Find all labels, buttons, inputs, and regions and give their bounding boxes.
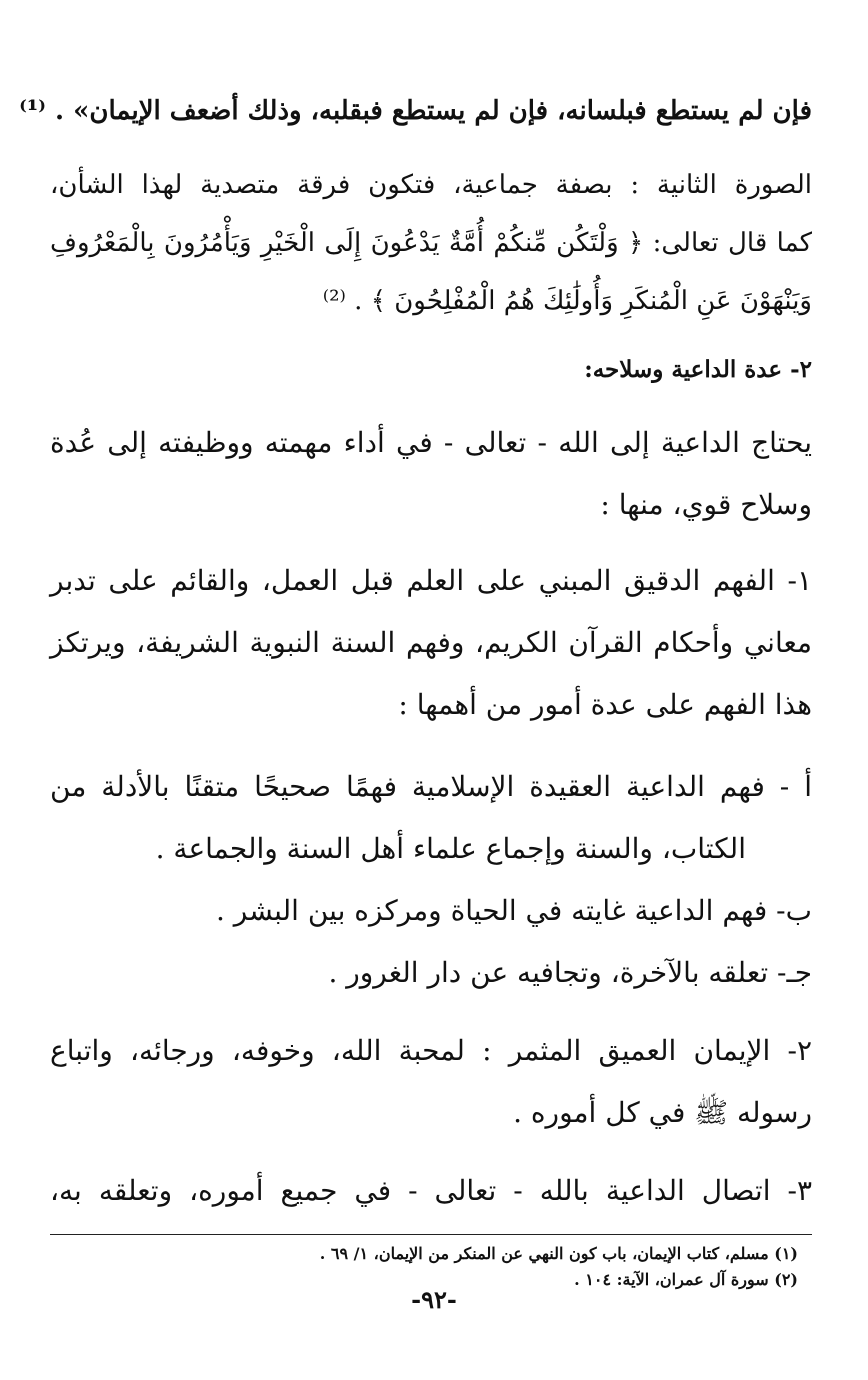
page-number: -٩٢-: [411, 1285, 457, 1314]
sub-item-c-line: جـ- تعلقه بالآخرة، وتجافيه عن دار الغرور .: [328, 956, 812, 989]
paragraph-2-line-3: وَيَنْهَوْنَ عَنِ الْمُنكَرِ وَأُولَٰئِكَ هُمُ الْمُفْلِحُونَ ﴾ . ⁽²⁾: [322, 286, 812, 316]
sub-item-a: [50, 756, 812, 880]
sub-item-b: [50, 880, 812, 942]
intro-line-1: يحتاج الداعية إلى الله - تعالى - في أداء مهمته ووظيفته إلى عُدة: [50, 426, 812, 459]
section-heading: ٢- عدة الداعية وسلاحه:: [584, 356, 812, 383]
footnote-1: (١) مسلم، كتاب الإيمان، باب كون النهي عن المنكر من الإيمان، ١/ ٦٩ .: [319, 1244, 798, 1263]
footnote-separator: [50, 1234, 812, 1235]
item-1-line-1: ١- الفهم الدقيق المبني على العلم قبل العمل، والقائم على تدبر: [50, 564, 812, 597]
intro-paragraph: [50, 412, 812, 536]
sub-item-c: [50, 942, 812, 1004]
intro-line-2: وسلاح قوي، منها :: [600, 488, 812, 521]
item-1-line-3: هذا الفهم على عدة أمور من أهمها :: [398, 688, 812, 721]
paragraph-2-line-1: الصورة الثانية : بصفة جماعية، فتكون فرقة متصدية لهذا الشأن،: [50, 170, 812, 200]
item-2: [50, 1020, 812, 1144]
paragraph-2-line-2: كما قال تعالى: ﴿ وَلْتَكُن مِّنكُمْ أُمَّةٌ يَدْعُونَ إِلَى الْخَيْرِ وَيَأْمُرُونَ بِالْمَعْرُوفِ: [50, 228, 812, 258]
page-body: [19, 88, 812, 1293]
paragraph-2: [50, 156, 812, 330]
sub-item-b-line: ب- فهم الداعية غايته في الحياة ومركزه بين البشر .: [215, 894, 812, 927]
item-2-line-1: ٢- الإيمان العميق المثمر : لمحبة الله، وخوفه، ورجائه، واتباع: [50, 1034, 812, 1067]
sub-item-a-line-2: الكتاب، والسنة وإجماع علماء أهل السنة والجماعة .: [155, 832, 746, 865]
footnote-2: (٢) سورة آل عمران، الآية: ١٠٤ .: [574, 1270, 798, 1289]
item-2-line-2: رسوله ﷺ في كل أموره .: [513, 1096, 812, 1129]
item-1-line-2: معاني وأحكام القرآن الكريم، وفهم السنة النبوية الشريفة، ويرتكز: [50, 626, 812, 659]
item-3-line-1: ٣- اتصال الداعية بالله - تعالى - في جميع أموره، وتعلقه به،: [50, 1174, 812, 1207]
sub-item-a-line-1: أ - فهم الداعية العقيدة الإسلامية فهمًا صحيحًا متقنًا بالأدلة من: [50, 770, 812, 803]
paragraph-1-line-1: فإن لم يستطع فبلسانه، فإن لم يستطع فبقلبه، وذلك أضعف الإيمان» . ⁽¹⁾: [19, 96, 812, 126]
item-1: [50, 550, 812, 736]
item-3: [50, 1160, 812, 1222]
